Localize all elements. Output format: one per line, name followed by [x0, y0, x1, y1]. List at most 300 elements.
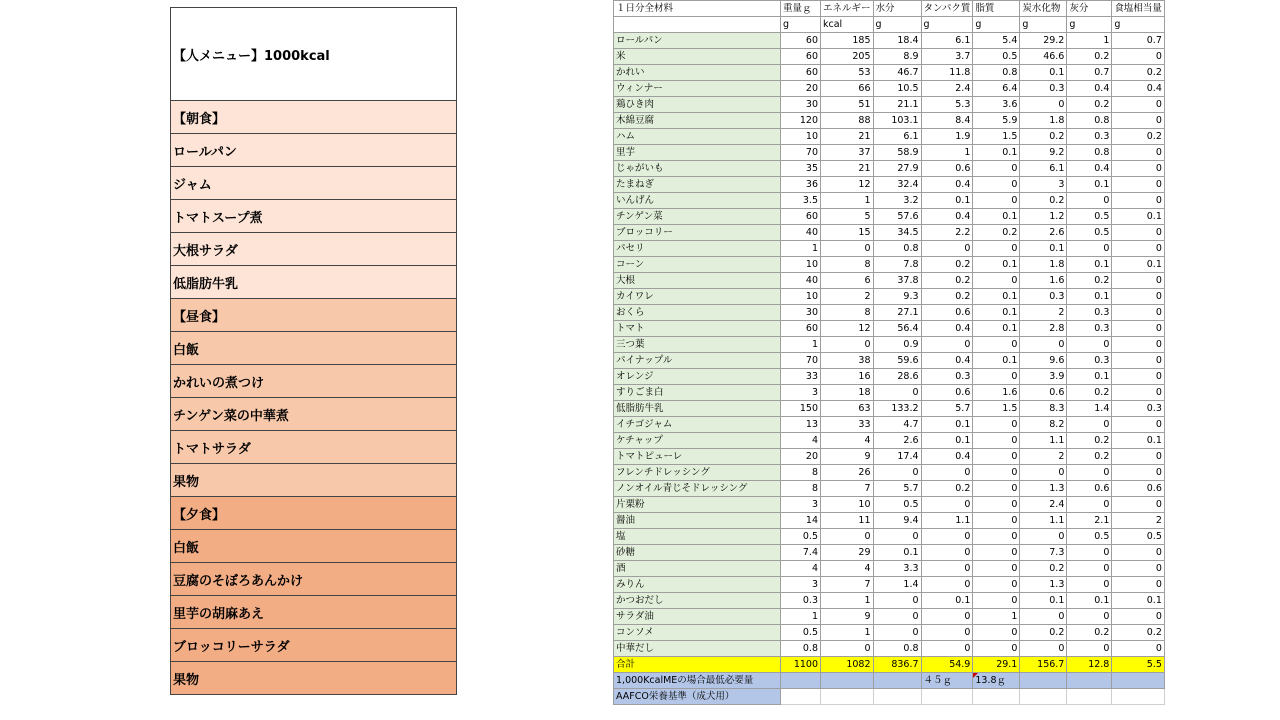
value-cell[interactable]: 0 — [921, 625, 973, 641]
value-cell[interactable] — [781, 673, 821, 689]
ingredient-cell[interactable]: たまねぎ — [614, 177, 781, 193]
value-cell[interactable]: 103.1 — [873, 113, 921, 129]
value-cell[interactable]: 33 — [781, 369, 821, 385]
value-cell[interactable]: 10 — [781, 289, 821, 305]
value-cell[interactable]: 0.3 — [921, 369, 973, 385]
value-cell[interactable]: 4 — [821, 561, 874, 577]
value-cell[interactable]: 0 — [1112, 49, 1165, 65]
value-cell[interactable]: kcal — [821, 17, 874, 33]
value-cell[interactable]: 1 — [921, 145, 973, 161]
value-cell[interactable]: 8.2 — [1020, 417, 1067, 433]
value-cell[interactable]: 20 — [781, 449, 821, 465]
value-cell[interactable]: 0.4 — [921, 209, 973, 225]
value-cell[interactable]: 0.5 — [781, 625, 821, 641]
value-cell[interactable]: 0 — [921, 337, 973, 353]
value-cell[interactable]: 12 — [821, 177, 874, 193]
value-cell[interactable]: 20 — [781, 81, 821, 97]
value-cell[interactable]: 9 — [821, 609, 874, 625]
value-cell[interactable]: 46.7 — [873, 65, 921, 81]
value-cell[interactable]: 0 — [1112, 353, 1165, 369]
value-cell[interactable]: 3 — [1020, 177, 1067, 193]
value-cell[interactable]: 0.8 — [1067, 113, 1112, 129]
value-cell[interactable]: タンパク質 — [921, 1, 973, 17]
value-cell[interactable]: 17.4 — [873, 449, 921, 465]
value-cell[interactable]: 0.3 — [1067, 321, 1112, 337]
value-cell[interactable]: 40 — [781, 273, 821, 289]
ingredient-cell[interactable]: みりん — [614, 577, 781, 593]
value-cell[interactable]: 1.4 — [873, 577, 921, 593]
value-cell[interactable]: 38 — [821, 353, 874, 369]
ingredient-cell[interactable]: 塩 — [614, 529, 781, 545]
value-cell[interactable]: 66 — [821, 81, 874, 97]
value-cell[interactable]: 1 — [1067, 33, 1112, 49]
value-cell[interactable]: 0 — [1020, 641, 1067, 657]
menu-item[interactable]: 白飯 — [171, 332, 457, 365]
value-cell[interactable]: 脂質 — [973, 1, 1020, 17]
value-cell[interactable]: 836.7 — [873, 657, 921, 673]
value-cell[interactable]: 0.3 — [1112, 401, 1165, 417]
value-cell[interactable]: 0 — [973, 625, 1020, 641]
value-cell[interactable]: 0 — [821, 241, 874, 257]
value-cell[interactable]: 0.1 — [921, 417, 973, 433]
value-cell[interactable]: 8 — [781, 465, 821, 481]
value-cell[interactable]: 0.1 — [973, 353, 1020, 369]
value-cell[interactable]: 33 — [821, 417, 874, 433]
value-cell[interactable]: 1.5 — [973, 401, 1020, 417]
value-cell[interactable]: 0.2 — [1112, 625, 1165, 641]
value-cell[interactable]: 9 — [821, 449, 874, 465]
value-cell[interactable]: 0 — [1112, 289, 1165, 305]
value-cell[interactable]: 29.1 — [973, 657, 1020, 673]
value-cell[interactable]: 10 — [781, 257, 821, 273]
value-cell[interactable]: 10 — [821, 497, 874, 513]
empty-cell[interactable] — [1020, 689, 1067, 705]
value-cell[interactable]: 2.4 — [921, 81, 973, 97]
value-cell[interactable]: 0.3 — [1067, 129, 1112, 145]
value-cell[interactable]: 0.2 — [973, 225, 1020, 241]
value-cell[interactable]: 0.4 — [921, 177, 973, 193]
value-cell[interactable]: 16 — [821, 369, 874, 385]
empty-cell[interactable] — [973, 689, 1020, 705]
value-cell[interactable]: 0.8 — [873, 241, 921, 257]
value-cell[interactable]: 0 — [973, 641, 1020, 657]
value-cell[interactable]: 0.2 — [921, 273, 973, 289]
value-cell[interactable]: 7 — [821, 481, 874, 497]
value-cell[interactable]: 56.4 — [873, 321, 921, 337]
value-cell[interactable]: 0.2 — [921, 257, 973, 273]
empty-cell[interactable] — [781, 689, 821, 705]
value-cell[interactable]: 3.5 — [781, 193, 821, 209]
value-cell[interactable]: 185 — [821, 33, 874, 49]
meal-heading-breakfast[interactable]: 【朝食】 — [171, 101, 457, 134]
value-cell[interactable]: 60 — [781, 33, 821, 49]
value-cell[interactable]: 0.6 — [1020, 385, 1067, 401]
value-cell[interactable]: 6.1 — [921, 33, 973, 49]
value-cell[interactable]: 37 — [821, 145, 874, 161]
ingredient-cell[interactable]: ロールパン — [614, 33, 781, 49]
value-cell[interactable]: 120 — [781, 113, 821, 129]
value-cell[interactable]: 0 — [1067, 609, 1112, 625]
value-cell[interactable]: 27.1 — [873, 305, 921, 321]
value-cell[interactable]: 0 — [1112, 145, 1165, 161]
value-cell[interactable]: 0 — [1112, 449, 1165, 465]
value-cell[interactable]: 0.2 — [1067, 433, 1112, 449]
ingredient-cell[interactable]: オレンジ — [614, 369, 781, 385]
menu-item[interactable]: トマトサラダ — [171, 431, 457, 464]
value-cell[interactable]: 0.4 — [1067, 161, 1112, 177]
value-cell[interactable]: 0 — [1020, 465, 1067, 481]
value-cell[interactable]: 0.2 — [1067, 273, 1112, 289]
value-cell[interactable]: 0 — [973, 193, 1020, 209]
value-cell[interactable]: 0 — [921, 561, 973, 577]
value-cell[interactable]: 0 — [973, 449, 1020, 465]
value-cell[interactable] — [1020, 673, 1067, 689]
menu-title[interactable]: 【人メニュー】1000kcal — [171, 8, 457, 101]
value-cell[interactable]: 70 — [781, 353, 821, 369]
menu-item[interactable]: 里芋の胡麻あえ — [171, 596, 457, 629]
menu-item[interactable]: かれいの煮つけ — [171, 365, 457, 398]
value-cell[interactable]: 1.6 — [973, 385, 1020, 401]
value-cell[interactable]: 1.6 — [1020, 273, 1067, 289]
value-cell[interactable]: 2 — [1020, 305, 1067, 321]
value-cell[interactable]: 0 — [1112, 225, 1165, 241]
value-cell[interactable]: 0 — [873, 465, 921, 481]
value-cell[interactable]: 0 — [1112, 193, 1165, 209]
value-cell[interactable]: 0.8 — [973, 65, 1020, 81]
value-cell[interactable]: 1 — [821, 625, 874, 641]
value-cell[interactable]: 5 — [821, 209, 874, 225]
ingredient-cell[interactable]: コンソメ — [614, 625, 781, 641]
value-cell[interactable]: 0.1 — [921, 593, 973, 609]
value-cell[interactable]: 2.6 — [1020, 225, 1067, 241]
ingredient-cell[interactable]: 鶏ひき肉 — [614, 97, 781, 113]
ingredient-cell[interactable]: 低脂肪牛乳 — [614, 401, 781, 417]
value-cell[interactable]: 32.4 — [873, 177, 921, 193]
value-cell[interactable]: 60 — [781, 49, 821, 65]
ingredient-cell[interactable]: ノンオイル青じそドレッシング — [614, 481, 781, 497]
value-cell[interactable]: 0 — [973, 529, 1020, 545]
ingredient-cell[interactable]: １日分全材料 — [614, 1, 781, 17]
value-cell[interactable]: 0.1 — [1112, 209, 1165, 225]
value-cell[interactable]: 0.2 — [921, 481, 973, 497]
value-cell[interactable]: g — [921, 17, 973, 33]
value-cell[interactable]: 1.2 — [1020, 209, 1067, 225]
ingredient-cell[interactable]: じゃがいも — [614, 161, 781, 177]
ingredient-cell[interactable]: 大根 — [614, 273, 781, 289]
value-cell[interactable]: 0 — [1020, 609, 1067, 625]
menu-item[interactable]: チンゲン菜の中華煮 — [171, 398, 457, 431]
value-cell[interactable]: 0.1 — [1020, 241, 1067, 257]
empty-cell[interactable] — [821, 689, 874, 705]
value-cell[interactable]: 6.4 — [973, 81, 1020, 97]
value-cell[interactable]: g — [1112, 17, 1165, 33]
menu-item[interactable]: ブロッコリーサラダ — [171, 629, 457, 662]
value-cell[interactable]: 0 — [973, 593, 1020, 609]
value-cell[interactable]: 0 — [1112, 641, 1165, 657]
value-cell[interactable]: 51 — [821, 97, 874, 113]
value-cell[interactable]: 3 — [781, 385, 821, 401]
value-cell[interactable]: 0 — [921, 545, 973, 561]
value-cell[interactable]: 13 — [781, 417, 821, 433]
value-cell[interactable]: 0 — [1067, 577, 1112, 593]
value-cell[interactable]: 0.1 — [873, 545, 921, 561]
value-cell[interactable]: 0 — [1112, 385, 1165, 401]
value-cell[interactable]: 88 — [821, 113, 874, 129]
value-cell[interactable]: 0 — [1112, 609, 1165, 625]
value-cell[interactable]: g — [973, 17, 1020, 33]
value-cell[interactable]: 0 — [1112, 545, 1165, 561]
value-cell[interactable]: 0 — [1112, 417, 1165, 433]
value-cell[interactable]: 3 — [781, 497, 821, 513]
value-cell[interactable]: 1100 — [781, 657, 821, 673]
value-cell[interactable]: 0 — [1020, 97, 1067, 113]
value-cell[interactable]: 0 — [1067, 641, 1112, 657]
value-cell[interactable]: 0.1 — [1067, 369, 1112, 385]
value-cell[interactable]: 0.1 — [1067, 289, 1112, 305]
ingredient-cell[interactable]: 中華だし — [614, 641, 781, 657]
value-cell[interactable]: 1 — [821, 193, 874, 209]
value-cell[interactable]: 0 — [973, 513, 1020, 529]
value-cell[interactable]: 0.1 — [973, 257, 1020, 273]
value-cell[interactable]: 0.5 — [1067, 209, 1112, 225]
value-cell[interactable]: 0.2 — [1020, 561, 1067, 577]
value-cell[interactable]: 0.4 — [921, 449, 973, 465]
value-cell[interactable]: 0 — [1112, 369, 1165, 385]
value-cell[interactable]: 0.1 — [1112, 433, 1165, 449]
value-cell[interactable]: 0 — [1112, 497, 1165, 513]
ingredient-cell[interactable]: 1,000KcalMEの場合最低必要量 — [614, 673, 781, 689]
value-cell[interactable]: 2 — [1112, 513, 1165, 529]
value-cell[interactable]: 7.8 — [873, 257, 921, 273]
value-cell[interactable]: 2.6 — [873, 433, 921, 449]
value-cell[interactable]: 0.2 — [1020, 625, 1067, 641]
value-cell[interactable]: 0 — [973, 481, 1020, 497]
value-cell[interactable]: 3.2 — [873, 193, 921, 209]
aafco-label[interactable]: AAFCO栄養基準（成犬用） — [614, 689, 781, 705]
value-cell[interactable]: 0 — [1112, 273, 1165, 289]
value-cell[interactable]: 9.2 — [1020, 145, 1067, 161]
value-cell[interactable]: 0 — [873, 385, 921, 401]
value-cell[interactable]: 1.5 — [973, 129, 1020, 145]
value-cell[interactable]: ４５ｇ — [921, 673, 973, 689]
value-cell[interactable]: 0 — [1112, 305, 1165, 321]
value-cell[interactable]: 0 — [1067, 561, 1112, 577]
value-cell[interactable]: 14 — [781, 513, 821, 529]
value-cell[interactable]: 0.8 — [781, 641, 821, 657]
value-cell[interactable]: 0.6 — [921, 385, 973, 401]
value-cell[interactable]: 0.1 — [973, 209, 1020, 225]
value-cell[interactable]: 0 — [921, 577, 973, 593]
value-cell[interactable]: 灰分 — [1067, 1, 1112, 17]
value-cell[interactable]: 3.6 — [973, 97, 1020, 113]
value-cell[interactable]: 0.2 — [1020, 193, 1067, 209]
value-cell[interactable]: 9.6 — [1020, 353, 1067, 369]
value-cell[interactable]: 1082 — [821, 657, 874, 673]
value-cell[interactable]: 0.7 — [1112, 33, 1165, 49]
value-cell[interactable]: 0 — [1112, 177, 1165, 193]
value-cell[interactable]: 58.9 — [873, 145, 921, 161]
value-cell[interactable]: 1.3 — [1020, 481, 1067, 497]
value-cell[interactable]: 1.1 — [921, 513, 973, 529]
value-cell[interactable]: 0 — [1112, 113, 1165, 129]
value-cell[interactable]: 5.3 — [921, 97, 973, 113]
value-cell[interactable]: 水分 — [873, 1, 921, 17]
value-cell[interactable]: 7.4 — [781, 545, 821, 561]
value-cell[interactable]: 12 — [821, 321, 874, 337]
value-cell[interactable]: 0.2 — [1067, 49, 1112, 65]
value-cell[interactable]: 0.1 — [1067, 593, 1112, 609]
value-cell[interactable] — [873, 673, 921, 689]
value-cell[interactable]: 0.3 — [781, 593, 821, 609]
value-cell[interactable]: 8.9 — [873, 49, 921, 65]
value-cell[interactable]: 5.9 — [973, 113, 1020, 129]
value-cell[interactable]: 0 — [1067, 337, 1112, 353]
value-cell[interactable]: 5.4 — [973, 33, 1020, 49]
value-cell[interactable]: 0 — [973, 161, 1020, 177]
menu-item[interactable]: 大根サラダ — [171, 233, 457, 266]
value-cell[interactable]: 63 — [821, 401, 874, 417]
value-cell[interactable]: 0.5 — [1112, 529, 1165, 545]
value-cell[interactable]: 36 — [781, 177, 821, 193]
value-cell[interactable]: 60 — [781, 65, 821, 81]
ingredient-cell[interactable]: サラダ油 — [614, 609, 781, 625]
value-cell[interactable]: 5.5 — [1112, 657, 1165, 673]
value-cell[interactable]: 3.3 — [873, 561, 921, 577]
value-cell[interactable]: 0 — [973, 241, 1020, 257]
value-cell[interactable]: 0.6 — [1112, 481, 1165, 497]
value-cell[interactable]: 3.9 — [1020, 369, 1067, 385]
menu-item[interactable]: ジャム — [171, 167, 457, 200]
value-cell[interactable]: 0.5 — [781, 529, 821, 545]
ingredient-cell[interactable]: 合計 — [614, 657, 781, 673]
value-cell[interactable]: 0 — [1020, 529, 1067, 545]
value-cell[interactable]: 1.8 — [1020, 257, 1067, 273]
ingredient-cell[interactable]: フレンチドレッシング — [614, 465, 781, 481]
value-cell[interactable]: 0.1 — [921, 433, 973, 449]
value-cell[interactable]: 0.5 — [1067, 529, 1112, 545]
value-cell[interactable]: 食塩相当量 — [1112, 1, 1165, 17]
value-cell[interactable]: 0 — [1112, 241, 1165, 257]
value-cell[interactable]: 0 — [921, 241, 973, 257]
value-cell[interactable]: 0 — [973, 177, 1020, 193]
value-cell[interactable]: 0 — [1112, 321, 1165, 337]
value-cell[interactable]: 21 — [821, 161, 874, 177]
value-cell[interactable]: 0.3 — [1067, 305, 1112, 321]
value-cell[interactable]: 5.7 — [873, 481, 921, 497]
ingredient-cell[interactable]: ケチャップ — [614, 433, 781, 449]
value-cell[interactable]: 0.8 — [873, 641, 921, 657]
value-cell[interactable]: 27.9 — [873, 161, 921, 177]
value-cell[interactable]: 205 — [821, 49, 874, 65]
value-cell[interactable] — [1112, 673, 1165, 689]
value-cell[interactable]: 0.1 — [973, 289, 1020, 305]
value-cell[interactable]: 0.4 — [921, 353, 973, 369]
value-cell[interactable]: 11.8 — [921, 65, 973, 81]
value-cell[interactable]: 8 — [821, 305, 874, 321]
value-cell[interactable]: 0 — [873, 625, 921, 641]
ingredient-cell[interactable]: 木綿豆腐 — [614, 113, 781, 129]
value-cell[interactable]: 0.5 — [873, 497, 921, 513]
ingredient-cell[interactable]: ウィンナー — [614, 81, 781, 97]
value-cell[interactable]: 26 — [821, 465, 874, 481]
value-cell[interactable]: 156.7 — [1020, 657, 1067, 673]
value-cell[interactable]: 8 — [781, 481, 821, 497]
ingredient-cell[interactable]: パセリ — [614, 241, 781, 257]
value-cell[interactable]: 0.6 — [921, 161, 973, 177]
value-cell[interactable]: 炭水化物 — [1020, 1, 1067, 17]
value-cell[interactable]: 0.8 — [1067, 145, 1112, 161]
value-cell[interactable]: 6.1 — [873, 129, 921, 145]
value-cell[interactable]: 0.1 — [1112, 593, 1165, 609]
value-cell[interactable]: 0 — [821, 337, 874, 353]
value-cell[interactable]: 0.2 — [1020, 129, 1067, 145]
value-cell[interactable]: 0.3 — [1067, 353, 1112, 369]
empty-cell[interactable] — [1067, 689, 1112, 705]
value-cell[interactable]: 1 — [973, 609, 1020, 625]
menu-item[interactable]: トマトスープ煮 — [171, 200, 457, 233]
value-cell[interactable]: 0 — [873, 529, 921, 545]
menu-item[interactable]: 果物 — [171, 662, 457, 695]
value-cell[interactable]: 0.2 — [1112, 129, 1165, 145]
value-cell[interactable]: 9.3 — [873, 289, 921, 305]
value-cell[interactable]: 29 — [821, 545, 874, 561]
value-cell[interactable]: 1.4 — [1067, 401, 1112, 417]
ingredient-cell[interactable]: コーン — [614, 257, 781, 273]
value-cell[interactable]: 0 — [973, 337, 1020, 353]
value-cell[interactable]: 0 — [1112, 337, 1165, 353]
ingredient-cell[interactable]: 三つ葉 — [614, 337, 781, 353]
value-cell[interactable]: 9.4 — [873, 513, 921, 529]
ingredient-cell[interactable]: 片栗粉 — [614, 497, 781, 513]
value-cell[interactable]: 0 — [1067, 193, 1112, 209]
value-cell[interactable]: 0.1 — [973, 305, 1020, 321]
value-cell[interactable]: 2.1 — [1067, 513, 1112, 529]
value-cell[interactable]: 30 — [781, 305, 821, 321]
ingredient-cell[interactable] — [614, 17, 781, 33]
value-cell[interactable]: 0 — [821, 529, 874, 545]
value-cell[interactable]: 150 — [781, 401, 821, 417]
ingredient-cell[interactable]: トマトピューレ — [614, 449, 781, 465]
value-cell[interactable]: 53 — [821, 65, 874, 81]
value-cell[interactable]: 5.7 — [921, 401, 973, 417]
ingredient-cell[interactable]: ブロッコリー — [614, 225, 781, 241]
value-cell[interactable]: 1 — [781, 609, 821, 625]
value-cell[interactable]: 0.5 — [1067, 225, 1112, 241]
value-cell[interactable]: 15 — [821, 225, 874, 241]
value-cell[interactable]: 46.6 — [1020, 49, 1067, 65]
value-cell[interactable]: 10.5 — [873, 81, 921, 97]
value-cell[interactable]: 6.1 — [1020, 161, 1067, 177]
value-cell[interactable]: 0.7 — [1067, 65, 1112, 81]
value-cell[interactable]: 0.2 — [1112, 65, 1165, 81]
value-cell[interactable]: 0.2 — [1067, 385, 1112, 401]
value-cell[interactable]: エネルギー — [821, 1, 874, 17]
value-cell[interactable]: 70 — [781, 145, 821, 161]
value-cell[interactable]: 0 — [973, 273, 1020, 289]
empty-cell[interactable] — [921, 689, 973, 705]
value-cell[interactable]: 0 — [921, 497, 973, 513]
value-cell[interactable]: 0 — [973, 369, 1020, 385]
value-cell[interactable]: 0 — [1020, 337, 1067, 353]
value-cell[interactable]: 0 — [1067, 417, 1112, 433]
value-cell[interactable]: 6 — [821, 273, 874, 289]
value-cell[interactable]: 12.8 — [1067, 657, 1112, 673]
value-cell[interactable]: 0 — [973, 497, 1020, 513]
value-cell[interactable]: 35 — [781, 161, 821, 177]
value-cell[interactable]: 0.2 — [1067, 97, 1112, 113]
ingredient-cell[interactable]: 里芋 — [614, 145, 781, 161]
value-cell[interactable]: 0 — [821, 641, 874, 657]
